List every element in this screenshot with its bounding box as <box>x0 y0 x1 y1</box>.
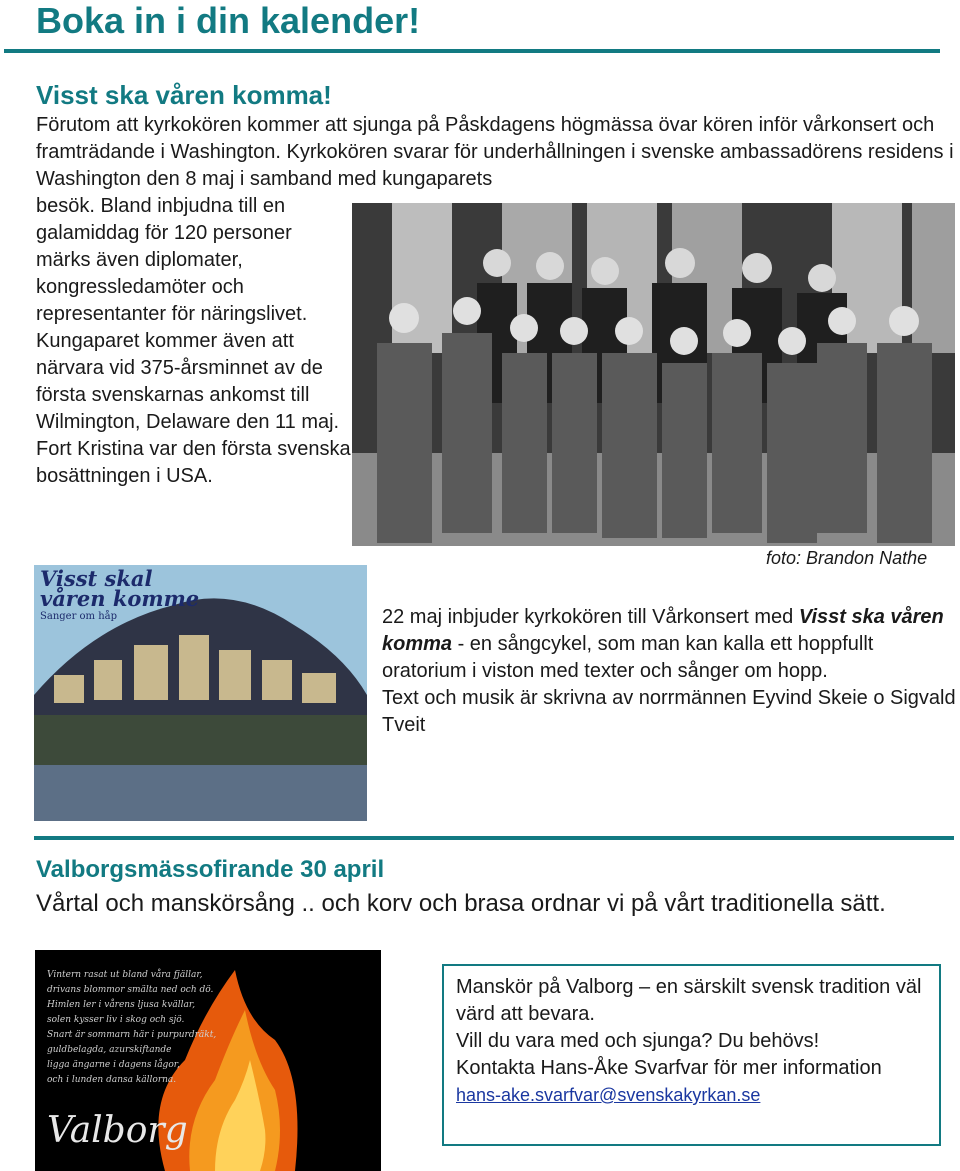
section-divider <box>34 836 954 840</box>
poem-line: Snart är sommarn här i purpurdräkt, <box>47 1030 217 1040</box>
concert-description <box>382 604 957 685</box>
poster-title-line-1: Visst skal <box>40 566 153 591</box>
box-line-1: Manskör på Valborg – en särskilt svensk tradition väl värd att bevara. <box>456 976 922 1025</box>
poem-line: Vintern rasat ut bland våra fjällar, <box>47 970 203 980</box>
bonfire-image <box>35 950 381 1171</box>
spring-side-text: besök. Bland inbjudna till en galamiddag för 120 personer märks även diplomater, kongressledamöter och representanter för näringslivet. Kungaparet kommer även att närvara vid 375-årsminnet av de första svenskarnas ankomst till Wilmington, Delaware den 11 maj. Fort Kristina var den första svenska bosättningen i USA. <box>36 195 351 487</box>
choir-photo <box>352 203 955 546</box>
poem-line: Himlen ler i vårens ljusa kvällar, <box>47 1000 196 1010</box>
valborg-image-label: Valborg <box>47 1110 188 1151</box>
poster-title-line-2: våren komme <box>40 586 200 611</box>
poster-subtitle: Sanger om håp <box>40 611 118 622</box>
photo-caption: foto: Brandon Nathe <box>766 548 928 568</box>
mens-choir-info-box <box>442 964 941 1146</box>
section-heading-spring: Visst ska våren komma! <box>36 80 332 110</box>
poem-text <box>47 968 216 1088</box>
poem-line: och i lunden dansa källorna. <box>47 1075 177 1085</box>
choir-photo-graphic <box>352 203 955 546</box>
section-heading-valborg: Valborgsmässofirande 30 april <box>36 856 385 883</box>
valborg-text: Vårtal och manskörsång .. och korv och brasa ordnar vi på vårt traditionella sätt. <box>36 890 886 917</box>
email-link[interactable]: hans-ake.svarfvar@svenskakyrkan.se <box>456 1085 761 1105</box>
concert-title: Visst ska våren komma <box>382 606 944 655</box>
box-line-2: Vill du vara med och sjunga? Du behövs! <box>456 1030 820 1052</box>
spring-intro-text: Förutom att kyrkokören kommer att sjunga på Påskdagens högmässa övar kören inför vårkonsert och framträdande i Washington. Kyrkokören svarar för underhållningen i svenske ambassadörens residens i Washington den 8 maj i samband med kungaparets <box>36 114 954 190</box>
poster-title <box>40 566 200 611</box>
poem-line: drivans blommor smälta ned och dö. <box>47 985 214 995</box>
top-divider <box>4 49 940 53</box>
concert-pre: 22 maj inbjuder kyrkokören till Vårkonsert med <box>382 606 799 628</box>
concert-poster-image <box>34 565 367 821</box>
concert-authors: Text och musik är skrivna av norrmännen Eyvind Skeie o Sigvald Tveit <box>382 687 956 736</box>
box-contact-text: Kontakta Hans-Åke Svarfvar för mer information <box>456 1057 882 1079</box>
page-title: Boka in i din kalender! <box>36 0 421 41</box>
poem-line: solen kysser liv i skog och sjö. <box>47 1015 185 1025</box>
box-line-3 <box>456 1055 927 1109</box>
poem-line: ligga ängarne i dagens lågor, <box>47 1060 180 1070</box>
poem-line: guldbelagda, azurskiftande <box>47 1045 172 1055</box>
concert-post: - en sångcykel, som man kan kalla ett hoppfullt oratorium i viston med texter och sånger om hopp. <box>382 633 874 682</box>
concert-text <box>382 604 957 739</box>
